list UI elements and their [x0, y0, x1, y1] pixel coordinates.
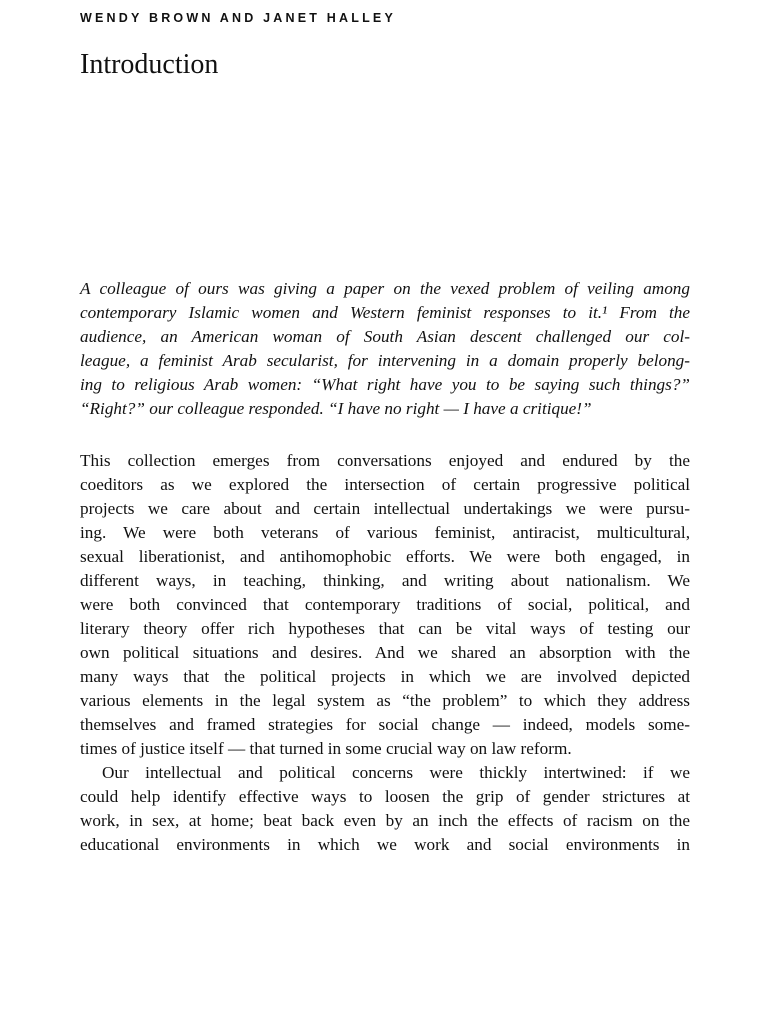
chapter-authors: WENDY BROWN AND JANET HALLEY	[80, 11, 396, 25]
body-line: sexual liberationist, and antihomophobic efforts. We were both engaged, in	[80, 547, 690, 566]
body-line: various elements in the legal system as “the problem” to which they address	[80, 691, 690, 710]
body-line: many ways that the political projects in which we are involved depicted	[80, 667, 690, 686]
epigraph	[80, 277, 690, 421]
chapter-title: Introduction	[80, 49, 219, 80]
body-line: ing. We were both veterans of various feminist, antiracist, multicultural,	[80, 523, 690, 542]
paragraph	[80, 761, 690, 857]
body-line: were both convinced that contemporary traditions of social, political, and	[80, 595, 690, 614]
paragraph	[80, 449, 690, 761]
body-line: coeditors as we explored the intersection of certain progressive political	[80, 475, 690, 494]
epigraph-line: ing to religious Arab women: “What right have you to be saying such things?”	[80, 375, 690, 394]
body-line: own political situations and desires. And we shared an absorption with the	[80, 643, 690, 662]
epigraph-line: audience, an American woman of South Asian descent challenged our col-	[80, 327, 690, 346]
body-line: literary theory offer rich hypotheses that can be vital ways of testing our	[80, 619, 690, 638]
body-line: This collection emerges from conversations enjoyed and endured by the	[80, 451, 690, 470]
body-text	[80, 449, 690, 857]
body-line: could help identify effective ways to loosen the grip of gender strictures at	[80, 787, 690, 806]
body-line: different ways, in teaching, thinking, and writing about nationalism. We	[80, 571, 690, 590]
body-line: educational environments in which we work and social environments in	[80, 835, 690, 854]
epigraph-line: A colleague of ours was giving a paper on the vexed problem of veiling among	[80, 279, 690, 298]
epigraph-line: “Right?” our colleague responded. “I have no right — I have a critique!”	[80, 399, 592, 418]
body-line: times of justice itself — that turned in some crucial way on law reform.	[80, 739, 572, 758]
body-line: work, in sex, at home; beat back even by an inch the effects of racism on the	[80, 811, 690, 830]
body-line: themselves and framed strategies for social change — indeed, models some-	[80, 715, 690, 734]
epigraph-line: league, a feminist Arab secularist, for intervening in a domain properly belong-	[80, 351, 690, 370]
body-line: Our intellectual and political concerns were thickly intertwined: if we	[102, 763, 690, 782]
epigraph-line: contemporary Islamic women and Western feminist responses to it.¹ From the	[80, 303, 690, 322]
body-line: projects we care about and certain intellectual undertakings we were pursu-	[80, 499, 690, 518]
